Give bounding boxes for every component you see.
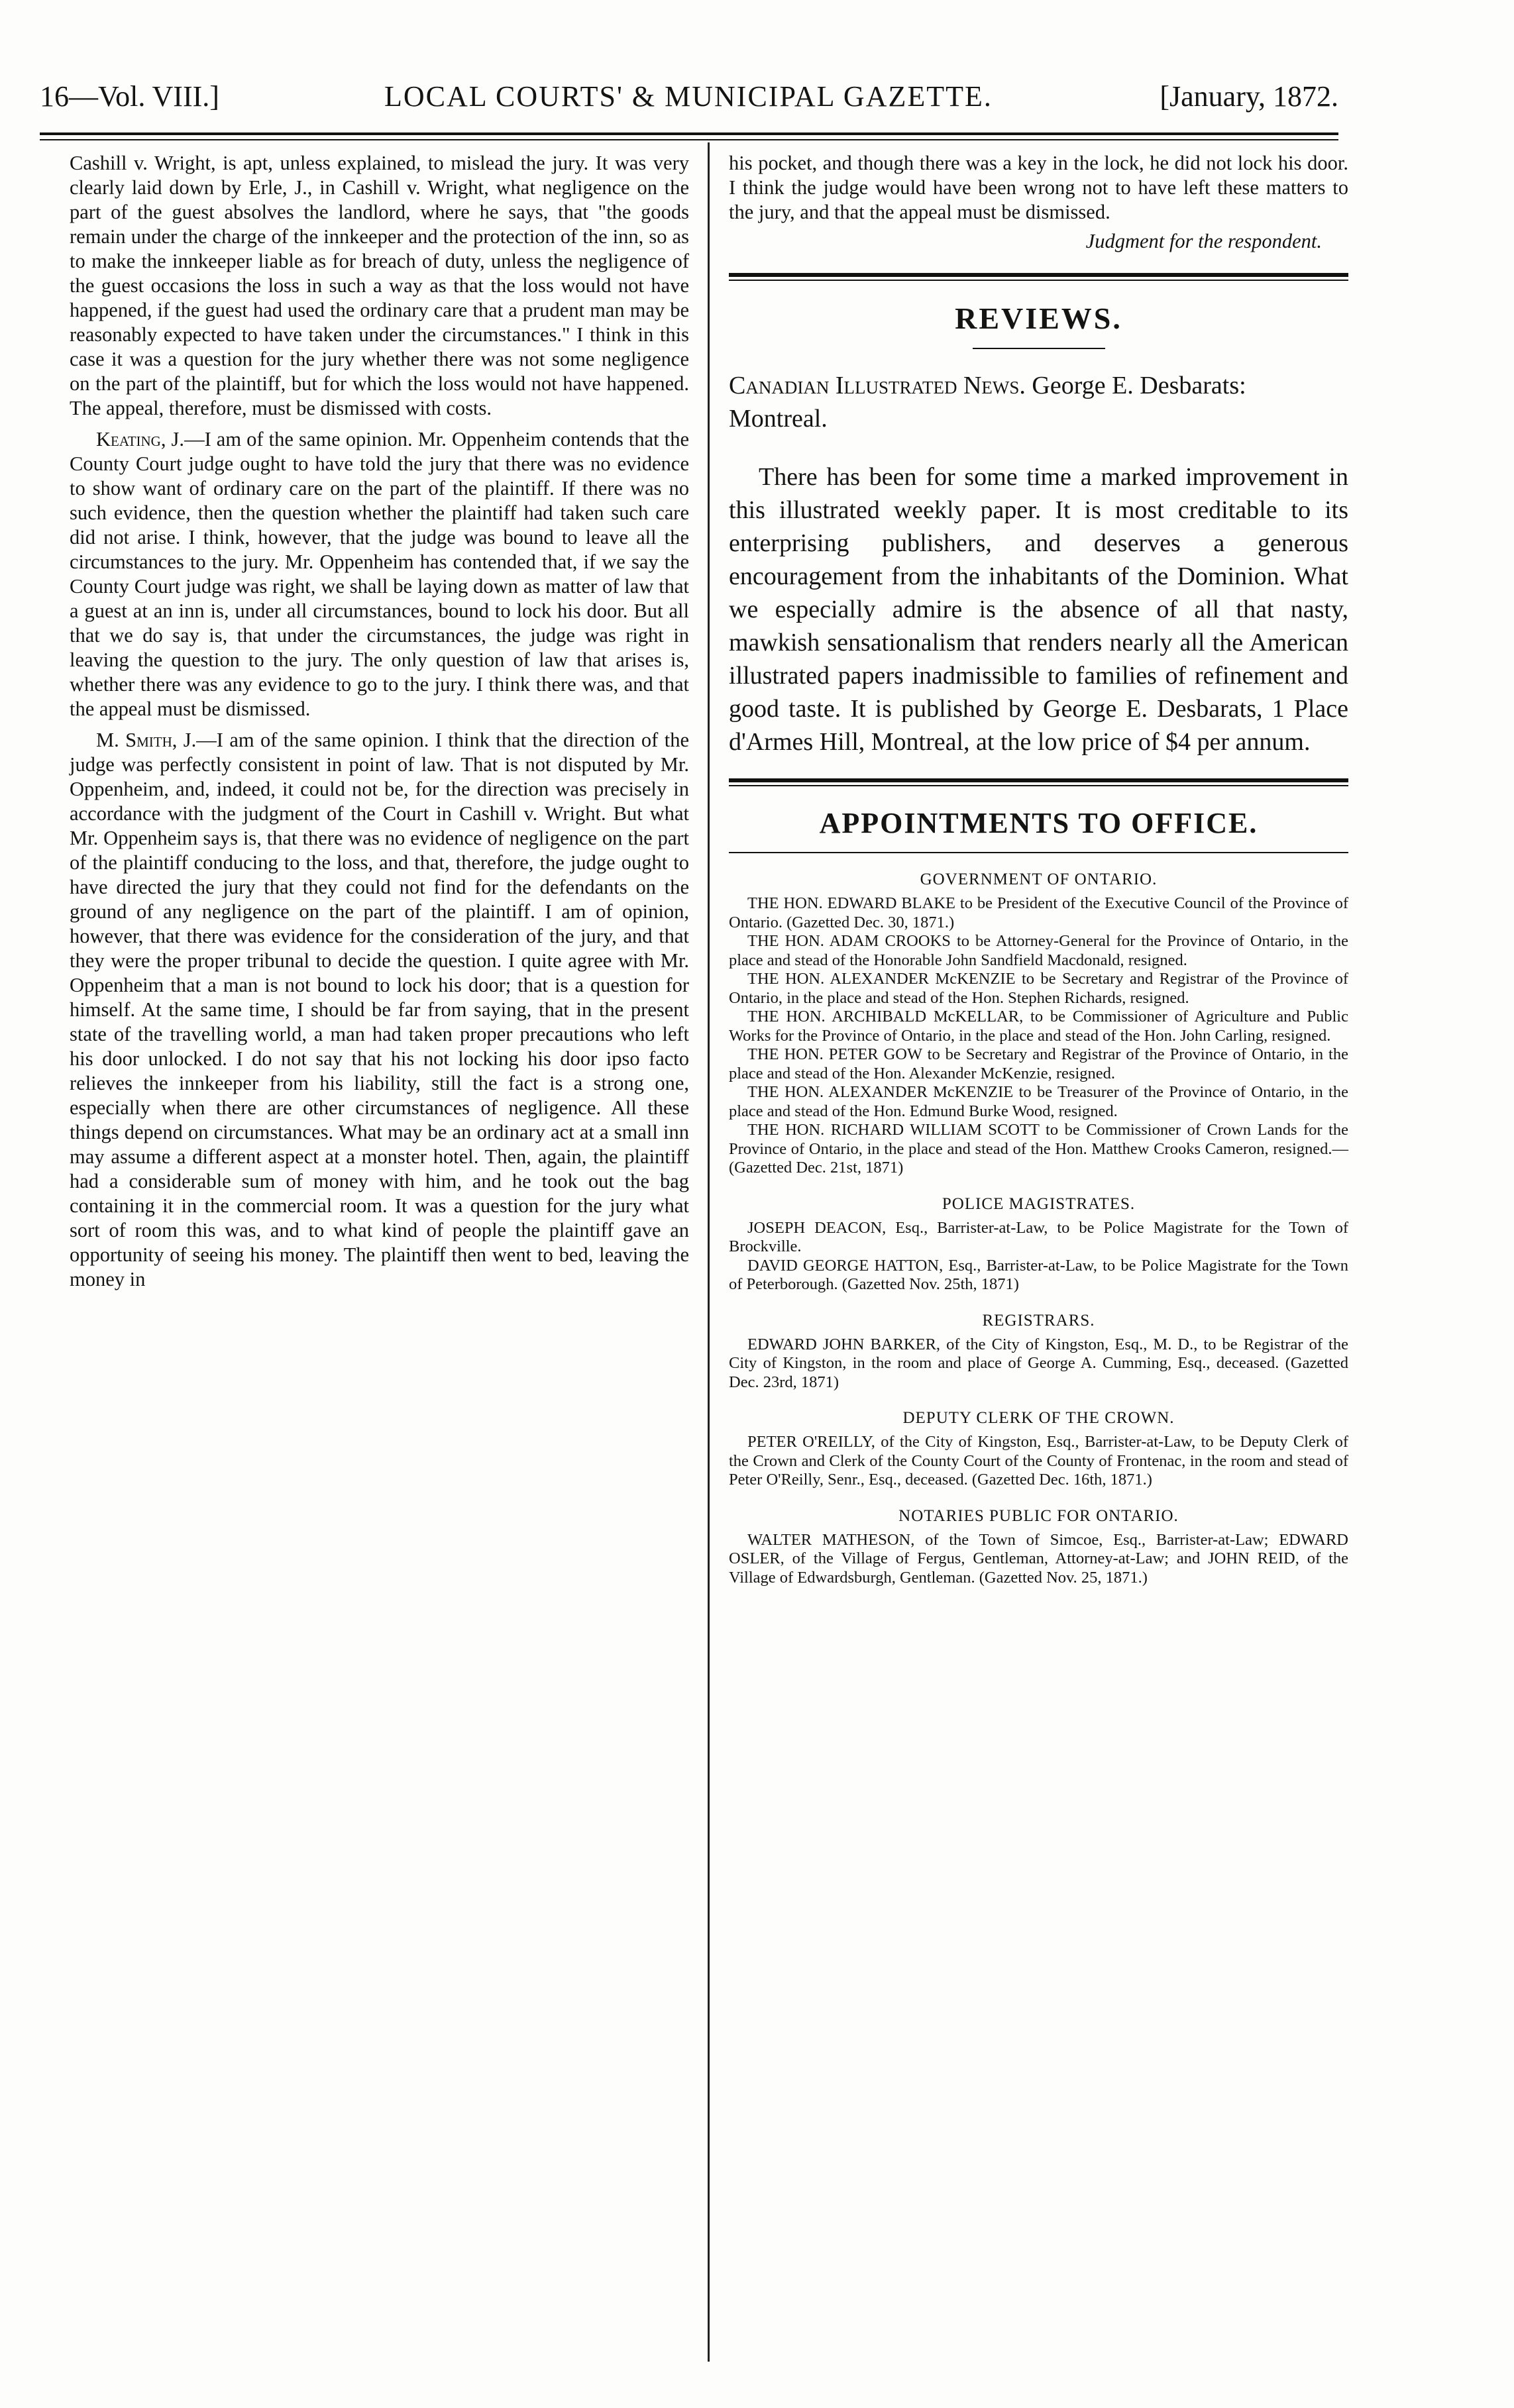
appointment-section-heading: GOVERNMENT OF ONTARIO. [920,870,1158,888]
review-publication: Canadian Illustrated News. [729,372,1026,399]
column-separator [708,142,710,2362]
appointments-list [729,870,1348,1587]
keating-opinion [70,427,689,721]
appointment-entry: DAVID GEORGE HATTON, Esq., Barrister-at-Law, to be Police Magistrate for the Town of Peterborough. (Gazetted Nov. 25th, 1871) [729,1256,1348,1293]
judge-name-keating: Keating, J. [96,428,185,450]
appointment-entry: EDWARD JOHN BARKER, of the City of Kingston, Esq., M. D., to be Registrar of the City of Kingston, in the room and place of George A. Cumming, Esq., deceased. (Gazetted Dec. 23rd, 1871) [729,1335,1348,1391]
appointment-entry: THE HON. EDWARD BLAKE to be President of the Executive Council of the Province of Ontario. (Gazetted Dec. 30, 1871.) [729,894,1348,931]
page-volume: 16—Vol. VIII.] [40,80,219,113]
appointment-entry: THE HON. ALEXANDER McKENZIE to be Treasurer of the Province of Ontario, in the place and stead of the Hon. Edmund Burke Wood, resigned. [729,1083,1348,1120]
judge-name-smith: M. Smith, J. [96,729,197,751]
appointment-entry: JOSEPH DEACON, Esq., Barrister-at-Law, to be Police Magistrate for the Town of Brockville. [729,1218,1348,1255]
appointment-section-heading: POLICE MAGISTRATES. [942,1194,1136,1213]
reviews-title: REVIEWS. [955,301,1122,335]
review-heading [729,369,1348,435]
review-body: There has been for some time a marked improvement in this illustrated weekly paper. It is most creditable to its enterprising publishers, and deserves a generous encouragement from the inhabitants of the Dominion. What we especially admire is the absence of all that nasty, mawkish sensationalism that renders nearly all the American illustrated papers inadmissible to families of refinement and good taste. It is published by George E. Desbarats, 1 Place d'Armes Hill, Montreal, at the low price of $4 per annum. [729,463,1348,756]
section-rule [729,273,1348,277]
left-column [70,151,689,1298]
appointment-entry: THE HON. PETER GOW to be Secretary and Registrar of the Province of Ontario, in the place and stead of the Hon. Alexander McKenzie, resigned. [729,1045,1348,1082]
judgment-line: Judgment for the respondent. [1085,230,1322,252]
running-header [40,79,1338,126]
appointment-entry: WALTER MATHESON, of the Town of Simcoe, Esq., Barrister-at-Law; EDWARD OSLER, of the Village of Fergus, Gentleman, Attorney-at-Law; and JOHN REID, of the Village of Edwardsburgh, Gentleman. (Gazetted Nov. 25, 1871.) [729,1530,1348,1587]
appointment-section-heading: DEPUTY CLERK OF THE CROWN. [902,1409,1175,1427]
appointment-entry: THE HON. ARCHIBALD McKELLAR, to be Commissioner of Agriculture and Public Works for the Province of Ontario, in the place and stead of the Hon. John Carling, resigned. [729,1008,1348,1045]
gazette-title: LOCAL COURTS' & MUNICIPAL GAZETTE. [384,80,993,113]
appointments-title: APPOINTMENTS TO OFFICE. [819,807,1258,839]
appointment-entry: THE HON. ALEXANDER McKENZIE to be Secretary and Registrar of the Province of Ontario, in the place and stead of the Hon. Stephen Richards, resigned. [729,970,1348,1007]
opinion-continuation: his pocket, and though there was a key in the lock, he did not lock his door. I think the judge would have been wrong not to have left these matters to the jury, and that the appeal must be dismissed. [729,152,1348,223]
appointments-rule [729,852,1348,853]
keating-opinion-text: —I am of the same opinion. Mr. Oppenheim contends that the County Court judge ought to have told the jury that there was no evidence to show want of ordinary care on the part of the plaintiff. If there was no such evidence, then the question whether the plaintiff had taken such care did not arise. I think, however, that the judge was bound to leave all the circumstances to the jury. Mr. Oppenheim has contended that, if we say the County Court judge was right, we shall be laying down as matter of law that a guest at an inn is, under all circumstances, bound to lock his door. But all that we do say is, that under the circumstances, the judge was right in leaving the question to the jury. The only question of law that arises is, whether there was any evidence to go to the jury. I think there was, and that the appeal must be dismissed. [70,428,689,720]
issue-date: [January, 1872. [1160,80,1338,113]
appointment-entry: PETER O'REILLY, of the City of Kingston, Esq., Barrister-at-Law, to be Deputy Clerk of the Crown and Clerk of the County Court of the County of Frontenac, in the room and stead of Peter O'Reilly, Senr., Esq., deceased. (Gazetted Dec. 16th, 1871.) [729,1433,1348,1489]
section-rule-2 [729,778,1348,782]
appointment-section-heading: REGISTRARS. [982,1311,1095,1330]
header-rule-thin [40,139,1338,140]
right-column [729,151,1348,1587]
judgment-paragraph-1: Cashill v. Wright, is apt, unless explained, to mislead the jury. It was very clearly laid down by Erle, J., in Cashill v. Wright, what negligence on the part of the guest absolves the landlord, where he says, that "the goods remain under the charge of the innkeeper and the protection of the inn, so as to make the innkeeper liable as for breach of duty, unless the negligence of the guest occasions the loss in such a way as that the loss would not have happened, if the guest had used the ordinary care that a prudent man may be reasonably expected to have taken under the circumstances." I think in this case it was a question for the jury whether there was not some negligence on the part of the plaintiff, but for which the loss would not have happened. The appeal, therefore, must be dismissed with costs. [70,152,689,419]
header-rule [40,132,1338,135]
smith-opinion [70,728,689,1292]
appointment-entry: THE HON. ADAM CROOKS to be Attorney-General for the Province of Ontario, in the place and stead of the Honorable John Sandfield Macdonald, resigned. [729,932,1348,969]
section-rule-thin [729,280,1348,281]
appointment-section-heading: NOTARIES PUBLIC FOR ONTARIO. [898,1506,1179,1525]
appointment-entry: THE HON. RICHARD WILLIAM SCOTT to be Commissioner of Crown Lands for the Province of Ontario, in the place and stead of the Hon. Matthew Crooks Cameron, resigned.—(Gazetted Dec. 21st, 1871) [729,1121,1348,1177]
review-publisher: George E. Desbarats: Montreal. [729,372,1246,433]
reviews-rule [973,348,1105,349]
section-rule-2-thin [729,785,1348,786]
smith-opinion-text: —I am of the same opinion. I think that the direction of the judge was perfectly consistent in point of law. That is not disputed by Mr. Oppenheim, and, indeed, it could not be, for the direction was precisely in accordance with the judgment of the Court in Cashill v. Wright. But what Mr. Oppenheim says is, that there was no evidence of negligence on the part of the plaintiff conducing to the loss, and that, therefore, the judge ought to have directed the jury that they could not find for the defendants on the ground of any negligence on the part of the plaintiff. I am of opinion, however, that there was evidence for the consideration of the jury, and that they were the proper tribunal to decide the question. I quite agree with Mr. Oppenheim that a man is not bound to lock his door; that is a question for himself. At the same time, I should be far from saying, that in the present state of the travelling world, a man had taken proper precautions who left his door unlocked. I do not say that his not locking his door ipso facto relieves the innkeeper from his liability, still the fact is a strong one, especially when there are other circumstances of negligence. All these things depend on circumstances. What may be an ordinary act at a small inn may assume a different aspect at a monster hotel. Then, again, the plaintiff had a considerable sum of money with him, and he took out the bag containing it in the commercial room. It was a question for the jury what sort of room this was, and to what kind of people the plaintiff gave an opportunity of seeing his money. The plaintiff then went to bed, leaving the money in [70,729,689,1290]
